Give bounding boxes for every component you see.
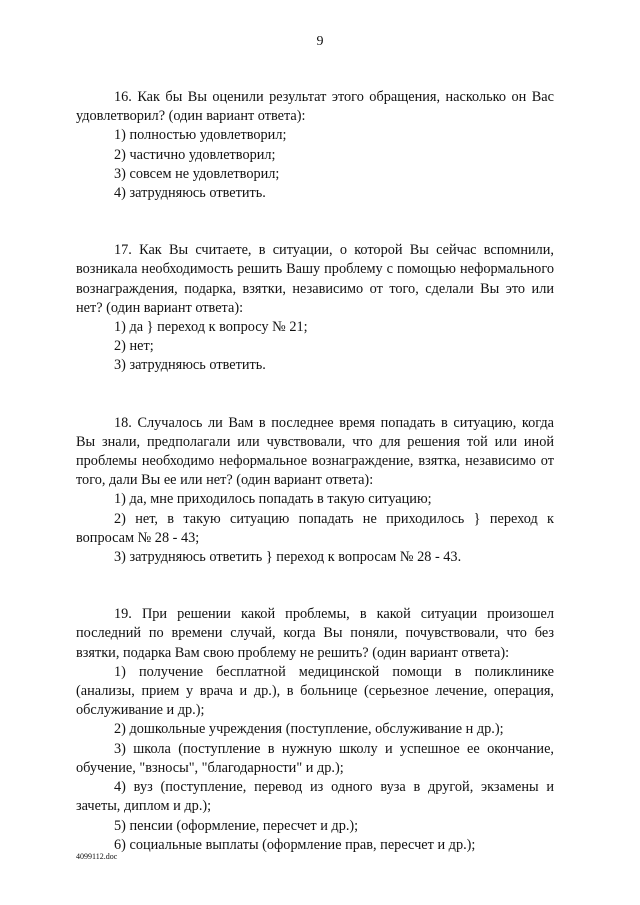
answer-options — [76, 318, 554, 376]
answer-option: 1) полностью удовлетворил; — [114, 127, 287, 144]
answer-option: 1) да, мне приходилось попадать в такую ситуацию; — [114, 491, 432, 508]
answer-option: 1) да } переход к вопросу № 21; — [114, 319, 308, 336]
question-gap — [76, 203, 554, 241]
footer-filename: 4099112.doc — [76, 852, 118, 861]
answer-option: 1) получение бесплатной медицинской помощи в поликлинике (анализы, прием у врача и др.), в больнице (серьезное лечение, операция, обслуживание и др.); — [76, 663, 554, 719]
question-gap — [76, 376, 554, 414]
question-text: 16. Как бы Вы оценили результат этого обращения, насколько он Вас удовлетворил? (один вариант ответа): — [76, 89, 554, 125]
answer-option: 3) затрудняюсь ответить. — [114, 357, 266, 374]
answer-option: 3) школа (поступление в нужную школу и успешное ее окончание, обучение, "взносы", "благодарности" и др.); — [76, 740, 554, 776]
question-text: 18. Случалось ли Вам в последнее время попадать в ситуацию, когда Вы знали, предполагали или чувствовали, что для решения той или иной проблемы необходимо неформальное вознаграждение, взятка, независимо от того, дали Вы ее или нет? (один вариант ответа): — [76, 414, 554, 489]
answer-option: 4) затрудняюсь ответить. — [114, 185, 266, 202]
question-text: 17. Как Вы считаете, в ситуации, о которой Вы сейчас вспомнили, возникала необходимость решить Вашу проблему с помощью неформального вознаграждения, подарка, взятки, независимо от того, сделали Вы это или нет? (один вариант ответа): — [76, 242, 554, 316]
answer-option: 5) пенсии (оформление, пересчет и др.); — [114, 817, 359, 834]
answer-options — [76, 490, 554, 567]
answer-option: 3) затрудняюсь ответить } переход к вопросам № 28 - 43. — [114, 549, 462, 566]
answer-options — [76, 126, 554, 203]
question-19 — [76, 605, 554, 855]
document-body — [76, 88, 554, 855]
question-text: 19. При решении какой проблемы, в какой ситуации произошел последний по времени случай, когда Вы поняли, почувствовали, что без взятки, подарка Вам свою проблему не решить? (один вариант ответа): — [76, 606, 554, 661]
answer-option: 2) нет, в такую ситуацию попадать не приходилось } переход к вопросам № 28 - 43; — [76, 510, 554, 546]
question-18 — [76, 414, 554, 568]
answer-option: 4) вуз (поступление, перевод из одного вуза в другой, экзамены и зачеты, диплом и др.); — [76, 779, 554, 815]
answer-option: 2) частично удовлетворил; — [114, 146, 276, 163]
question-gap — [76, 567, 554, 605]
answer-option: 3) совсем не удовлетворил; — [114, 165, 280, 182]
question-17 — [76, 241, 554, 375]
page-number: 9 — [316, 34, 324, 49]
answer-options — [76, 663, 554, 855]
answer-option: 2) нет; — [114, 338, 154, 355]
question-16 — [76, 88, 554, 203]
answer-option: 2) дошкольные учреждения (поступление, обслуживание н др.); — [114, 721, 504, 738]
answer-option: 6) социальные выплаты (оформление прав, пересчет и др.); — [114, 836, 476, 853]
